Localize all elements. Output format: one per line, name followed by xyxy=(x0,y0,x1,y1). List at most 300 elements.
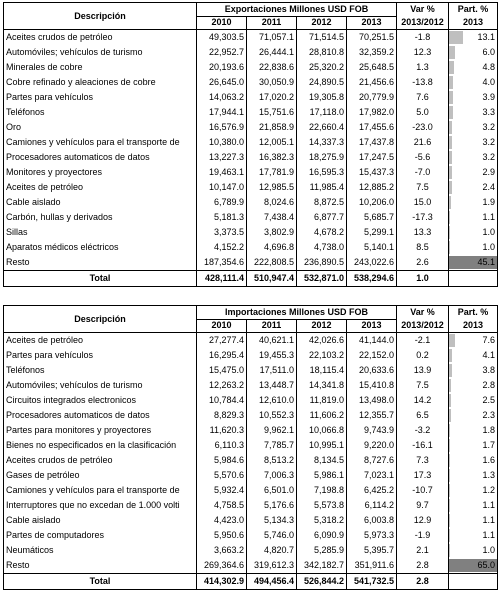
imports-desc-header: Descripción xyxy=(4,306,197,333)
table-row xyxy=(4,498,498,513)
value-2013: 41,144.0 xyxy=(347,333,397,349)
row-share-pct: 45.1 xyxy=(477,257,496,267)
value-2011: 8,024.6 xyxy=(247,195,297,210)
share-bar xyxy=(449,484,450,497)
value-2013: 351,911.6 xyxy=(347,558,397,574)
value-2013: 20,633.6 xyxy=(347,363,397,378)
value-2012: 11,606.2 xyxy=(297,408,347,423)
share-bar xyxy=(449,499,450,512)
value-2010: 10,784.4 xyxy=(197,393,247,408)
row-var-pct: -7.0 xyxy=(397,165,449,180)
row-share-pct: 6.0 xyxy=(482,47,496,57)
row-share-cell xyxy=(449,195,498,210)
row-var-pct: 9.7 xyxy=(397,498,449,513)
table-row xyxy=(4,333,498,349)
value-2011: 494,456.4 xyxy=(247,574,297,590)
row-var-pct: 2.1 xyxy=(397,543,449,558)
value-2013: 15,437.3 xyxy=(347,165,397,180)
value-2012: 28,810.8 xyxy=(297,45,347,60)
value-2011: 13,448.7 xyxy=(247,378,297,393)
value-2012: 18,275.9 xyxy=(297,150,347,165)
row-share-cell xyxy=(449,423,498,438)
table-row xyxy=(4,483,498,498)
value-2013: 8,727.6 xyxy=(347,453,397,468)
row-share-pct: 1.1 xyxy=(482,515,496,525)
row-share-cell xyxy=(449,165,498,180)
row-share-pct: 2.9 xyxy=(482,167,496,177)
value-2010: 5,570.6 xyxy=(197,468,247,483)
value-2010: 14,063.2 xyxy=(197,90,247,105)
imports-table xyxy=(3,305,498,590)
value-2011: 7,438.4 xyxy=(247,210,297,225)
row-share-pct: 4.8 xyxy=(482,62,496,72)
table-row xyxy=(4,513,498,528)
row-share-cell xyxy=(449,120,498,135)
value-2012: 5,986.1 xyxy=(297,468,347,483)
row-share-pct: 1.9 xyxy=(482,197,496,207)
exports-year-2011: 2011 xyxy=(247,16,297,30)
value-2010: 26,645.0 xyxy=(197,75,247,90)
row-share-pct: 4.0 xyxy=(482,77,496,87)
row-share-pct: 1.1 xyxy=(482,530,496,540)
share-bar xyxy=(449,529,450,542)
row-description: Interruptores que no excedan de 1.000 volti xyxy=(4,498,197,513)
row-share-pct: 1.6 xyxy=(482,455,496,465)
row-share-pct: 1.0 xyxy=(482,545,496,555)
value-2011: 10,552.3 xyxy=(247,408,297,423)
imports-group-header: Importaciones Millones USD FOB xyxy=(197,306,397,320)
value-2010: 5,950.6 xyxy=(197,528,247,543)
row-share-pct: 1.1 xyxy=(482,500,496,510)
value-2012: 342,182.7 xyxy=(297,558,347,574)
imports-part-header: Part. % xyxy=(449,306,498,320)
value-2010: 16,295.4 xyxy=(197,348,247,363)
row-var-pct: 8.5 xyxy=(397,240,449,255)
value-2013: 9,220.0 xyxy=(347,438,397,453)
value-2011: 40,621.1 xyxy=(247,333,297,349)
row-share-cell xyxy=(449,60,498,75)
value-2013: 13,498.0 xyxy=(347,393,397,408)
row-description: Aceites de petróleo xyxy=(4,180,197,195)
value-2013: 243,022.6 xyxy=(347,255,397,271)
value-2010: 8,829.3 xyxy=(197,408,247,423)
table-row xyxy=(4,75,498,90)
table-row xyxy=(4,255,498,271)
value-2012: 6,877.7 xyxy=(297,210,347,225)
value-2012: 16,595.3 xyxy=(297,165,347,180)
row-var-pct: 2.8 xyxy=(397,574,449,590)
row-share-pct: 1.2 xyxy=(482,485,496,495)
value-2013: 32,359.2 xyxy=(347,45,397,60)
row-share-cell xyxy=(449,30,498,46)
row-share-cell xyxy=(449,393,498,408)
value-2013: 12,355.7 xyxy=(347,408,397,423)
value-2013: 15,410.8 xyxy=(347,378,397,393)
value-2013: 5,299.1 xyxy=(347,225,397,240)
row-description: Aceites crudos de petróleo xyxy=(4,30,197,46)
row-var-pct: 1.3 xyxy=(397,60,449,75)
value-2013: 70,251.5 xyxy=(347,30,397,46)
row-description: Monitores y proyectores xyxy=(4,165,197,180)
value-2013: 21,456.6 xyxy=(347,75,397,90)
value-2013: 6,003.8 xyxy=(347,513,397,528)
row-description: Carbón, hullas y derivados xyxy=(4,210,197,225)
row-description: Procesadores automaticos de datos xyxy=(4,150,197,165)
exports-year-2010: 2010 xyxy=(197,16,247,30)
value-2010: 187,354.6 xyxy=(197,255,247,271)
value-2011: 8,513.2 xyxy=(247,453,297,468)
value-2012: 17,118.0 xyxy=(297,105,347,120)
value-2012: 5,573.8 xyxy=(297,498,347,513)
value-2011: 7,006.3 xyxy=(247,468,297,483)
table-row xyxy=(4,408,498,423)
table-row xyxy=(4,165,498,180)
table-row xyxy=(4,528,498,543)
exports-part-header: Part. % xyxy=(449,3,498,17)
row-share-cell xyxy=(449,348,498,363)
row-share-pct: 3.2 xyxy=(482,122,496,132)
value-2010: 6,110.3 xyxy=(197,438,247,453)
value-2010: 16,576.9 xyxy=(197,120,247,135)
row-var-pct: -2.1 xyxy=(397,333,449,349)
row-share-cell xyxy=(449,150,498,165)
value-2011: 19,455.3 xyxy=(247,348,297,363)
value-2012: 8,872.5 xyxy=(297,195,347,210)
row-description: Aceites crudos de petróleo xyxy=(4,453,197,468)
value-2012: 532,871.0 xyxy=(297,271,347,287)
value-2011: 4,820.7 xyxy=(247,543,297,558)
value-2012: 10,995.1 xyxy=(297,438,347,453)
row-description: Partes para vehículos xyxy=(4,348,197,363)
value-2011: 9,962.1 xyxy=(247,423,297,438)
value-2013: 9,743.9 xyxy=(347,423,397,438)
share-bar xyxy=(449,241,450,254)
row-share-cell xyxy=(449,528,498,543)
total-row xyxy=(4,574,498,590)
value-2010: 11,620.3 xyxy=(197,423,247,438)
value-2010: 4,152.2 xyxy=(197,240,247,255)
row-share-pct: 13.1 xyxy=(477,32,496,42)
value-2013: 538,294.6 xyxy=(347,271,397,287)
value-2012: 22,660.4 xyxy=(297,120,347,135)
row-var-pct: 14.2 xyxy=(397,393,449,408)
value-2011: 12,005.1 xyxy=(247,135,297,150)
row-description: Sillas xyxy=(4,225,197,240)
imports-header-row-top xyxy=(4,306,498,320)
imports-var-subheader: 2013/2012 xyxy=(397,319,449,333)
row-var-pct: -1.9 xyxy=(397,528,449,543)
row-description: Minerales de cobre xyxy=(4,60,197,75)
row-var-pct: -17.3 xyxy=(397,210,449,225)
value-2012: 25,320.2 xyxy=(297,60,347,75)
row-share-cell xyxy=(449,574,498,590)
exports-table xyxy=(3,2,498,287)
value-2012: 236,890.5 xyxy=(297,255,347,271)
table-row xyxy=(4,135,498,150)
value-2010: 13,227.3 xyxy=(197,150,247,165)
imports-year-2010: 2010 xyxy=(197,319,247,333)
value-2013: 10,206.0 xyxy=(347,195,397,210)
row-description: Resto xyxy=(4,558,197,574)
exports-part-subheader: 2013 xyxy=(449,16,498,30)
table-row xyxy=(4,30,498,46)
value-2013: 25,648.5 xyxy=(347,60,397,75)
value-2012: 71,514.5 xyxy=(297,30,347,46)
imports-var-header: Var % xyxy=(397,306,449,320)
row-var-pct: 12.3 xyxy=(397,45,449,60)
value-2011: 5,746.0 xyxy=(247,528,297,543)
value-2012: 4,678.2 xyxy=(297,225,347,240)
value-2013: 12,885.2 xyxy=(347,180,397,195)
row-var-pct: -13.8 xyxy=(397,75,449,90)
table-row xyxy=(4,378,498,393)
value-2010: 27,277.4 xyxy=(197,333,247,349)
value-2010: 3,663.2 xyxy=(197,543,247,558)
table-row xyxy=(4,438,498,453)
row-var-pct: 7.6 xyxy=(397,90,449,105)
row-share-pct: 2.4 xyxy=(482,182,496,192)
value-2010: 15,475.0 xyxy=(197,363,247,378)
row-var-pct: 5.0 xyxy=(397,105,449,120)
row-description: Resto xyxy=(4,255,197,271)
row-share-cell xyxy=(449,543,498,558)
row-share-pct: 65.0 xyxy=(477,560,496,570)
value-2011: 222,808.5 xyxy=(247,255,297,271)
value-2011: 7,785.7 xyxy=(247,438,297,453)
value-2011: 17,020.2 xyxy=(247,90,297,105)
row-var-pct: -10.7 xyxy=(397,483,449,498)
row-share-cell xyxy=(449,105,498,120)
exports-group-header: Exportaciones Millones USD FOB xyxy=(197,3,397,17)
table-row xyxy=(4,240,498,255)
row-share-pct: 1.7 xyxy=(482,440,496,450)
table-row xyxy=(4,195,498,210)
share-bar xyxy=(449,211,450,224)
row-description: Neumáticos xyxy=(4,543,197,558)
value-2012: 8,134.5 xyxy=(297,453,347,468)
imports-year-2011: 2011 xyxy=(247,319,297,333)
value-2012: 19,305.8 xyxy=(297,90,347,105)
value-2012: 42,026.6 xyxy=(297,333,347,349)
row-var-pct: 7.5 xyxy=(397,180,449,195)
row-description: Gases de petróleo xyxy=(4,468,197,483)
value-2011: 30,050.9 xyxy=(247,75,297,90)
value-2012: 4,738.0 xyxy=(297,240,347,255)
table-row xyxy=(4,180,498,195)
value-2013: 17,455.6 xyxy=(347,120,397,135)
table-row xyxy=(4,105,498,120)
row-description: Cable aislado xyxy=(4,195,197,210)
row-description: Procesadores automaticos de datos xyxy=(4,408,197,423)
row-share-cell xyxy=(449,75,498,90)
value-2011: 16,382.3 xyxy=(247,150,297,165)
value-2010: 5,181.3 xyxy=(197,210,247,225)
value-2010: 22,952.7 xyxy=(197,45,247,60)
value-2012: 14,341.8 xyxy=(297,378,347,393)
value-2012: 5,318.2 xyxy=(297,513,347,528)
row-var-pct: -23.0 xyxy=(397,120,449,135)
share-bar xyxy=(449,514,450,527)
value-2012: 526,844.2 xyxy=(297,574,347,590)
value-2011: 6,501.0 xyxy=(247,483,297,498)
table-row xyxy=(4,393,498,408)
share-bar xyxy=(449,469,450,482)
value-2011: 17,781.9 xyxy=(247,165,297,180)
row-share-pct: 1.0 xyxy=(482,242,496,252)
row-share-pct: 1.3 xyxy=(482,470,496,480)
value-2013: 5,685.7 xyxy=(347,210,397,225)
value-2013: 6,425.2 xyxy=(347,483,397,498)
value-2011: 4,696.8 xyxy=(247,240,297,255)
table-row xyxy=(4,558,498,574)
value-2010: 20,193.6 xyxy=(197,60,247,75)
share-bar xyxy=(449,544,450,557)
row-var-pct: 2.8 xyxy=(397,558,449,574)
value-2010: 6,789.9 xyxy=(197,195,247,210)
value-2012: 11,985.4 xyxy=(297,180,347,195)
value-2012: 5,285.9 xyxy=(297,543,347,558)
table-row xyxy=(4,453,498,468)
value-2013: 5,140.1 xyxy=(347,240,397,255)
value-2010: 414,302.9 xyxy=(197,574,247,590)
row-share-cell xyxy=(449,363,498,378)
row-var-pct: -16.1 xyxy=(397,438,449,453)
value-2013: 20,779.9 xyxy=(347,90,397,105)
row-share-pct: 4.1 xyxy=(482,350,496,360)
row-share-cell xyxy=(449,498,498,513)
row-share-pct: 2.8 xyxy=(482,380,496,390)
value-2013: 17,982.0 xyxy=(347,105,397,120)
value-2010: 19,463.1 xyxy=(197,165,247,180)
value-2011: 5,176.6 xyxy=(247,498,297,513)
row-share-pct: 1.0 xyxy=(482,227,496,237)
value-2010: 17,944.1 xyxy=(197,105,247,120)
row-var-pct: 12.9 xyxy=(397,513,449,528)
value-2011: 3,802.9 xyxy=(247,225,297,240)
row-description: Oro xyxy=(4,120,197,135)
table-row xyxy=(4,60,498,75)
exports-desc-header: Descripción xyxy=(4,3,197,30)
row-description: Cable aislado xyxy=(4,513,197,528)
row-var-pct: 7.3 xyxy=(397,453,449,468)
row-share-pct: 3.2 xyxy=(482,137,496,147)
value-2013: 22,152.0 xyxy=(347,348,397,363)
value-2010: 3,373.5 xyxy=(197,225,247,240)
row-share-pct: 1.1 xyxy=(482,212,496,222)
row-share-pct: 3.2 xyxy=(482,152,496,162)
table-row xyxy=(4,363,498,378)
value-2012: 10,066.8 xyxy=(297,423,347,438)
value-2011: 71,057.1 xyxy=(247,30,297,46)
row-share-pct: 3.8 xyxy=(482,365,496,375)
value-2010: 428,111.4 xyxy=(197,271,247,287)
value-2012: 14,337.3 xyxy=(297,135,347,150)
table-row xyxy=(4,45,498,60)
row-var-pct: 13.9 xyxy=(397,363,449,378)
value-2011: 5,134.3 xyxy=(247,513,297,528)
row-var-pct: 0.2 xyxy=(397,348,449,363)
table-row xyxy=(4,90,498,105)
row-description: Automóviles; vehículos de turismo xyxy=(4,45,197,60)
row-var-pct: 15.0 xyxy=(397,195,449,210)
row-description: Aceites de petróleo xyxy=(4,333,197,349)
value-2011: 21,858.9 xyxy=(247,120,297,135)
table-row xyxy=(4,468,498,483)
row-share-cell xyxy=(449,210,498,225)
value-2013: 17,247.5 xyxy=(347,150,397,165)
imports-year-2012: 2012 xyxy=(297,319,347,333)
exports-header-row-top xyxy=(4,3,498,17)
value-2012: 24,890.5 xyxy=(297,75,347,90)
row-var-pct: 6.5 xyxy=(397,408,449,423)
row-description: Bienes no especificados en la clasificación xyxy=(4,438,197,453)
value-2013: 7,023.1 xyxy=(347,468,397,483)
row-var-pct: 13.3 xyxy=(397,225,449,240)
row-share-cell xyxy=(449,135,498,150)
row-var-pct: -3.2 xyxy=(397,423,449,438)
row-var-pct: 2.6 xyxy=(397,255,449,271)
value-2011: 17,511.0 xyxy=(247,363,297,378)
row-description: Automóviles; vehículos de turismo xyxy=(4,378,197,393)
value-2010: 269,364.6 xyxy=(197,558,247,574)
row-share-cell xyxy=(449,45,498,60)
value-2012: 18,115.4 xyxy=(297,363,347,378)
value-2010: 10,147.0 xyxy=(197,180,247,195)
exports-table-body xyxy=(4,30,498,287)
row-share-pct: 3.9 xyxy=(482,92,496,102)
value-2011: 22,838.6 xyxy=(247,60,297,75)
row-description: Partes para monitores y proyectores xyxy=(4,423,197,438)
row-share-cell xyxy=(449,453,498,468)
row-description: Partes para vehículos xyxy=(4,90,197,105)
row-share-cell xyxy=(449,333,498,349)
row-var-pct: 21.6 xyxy=(397,135,449,150)
table-row xyxy=(4,150,498,165)
row-share-pct: 2.5 xyxy=(482,395,496,405)
row-description: Circuitos integrados electronicos xyxy=(4,393,197,408)
value-2012: 6,090.9 xyxy=(297,528,347,543)
row-share-cell xyxy=(449,240,498,255)
value-2013: 5,973.3 xyxy=(347,528,397,543)
row-share-cell xyxy=(449,180,498,195)
row-description: Teléfonos xyxy=(4,105,197,120)
row-share-cell xyxy=(449,558,498,574)
row-description: Total xyxy=(4,271,197,287)
value-2010: 4,423.0 xyxy=(197,513,247,528)
row-var-pct: -5.6 xyxy=(397,150,449,165)
row-var-pct: 17.3 xyxy=(397,468,449,483)
value-2010: 12,263.2 xyxy=(197,378,247,393)
table-row xyxy=(4,210,498,225)
row-description: Total xyxy=(4,574,197,590)
value-2010: 49,303.5 xyxy=(197,30,247,46)
value-2013: 5,395.7 xyxy=(347,543,397,558)
exports-var-header: Var % xyxy=(397,3,449,17)
value-2013: 6,114.2 xyxy=(347,498,397,513)
value-2010: 10,380.0 xyxy=(197,135,247,150)
value-2011: 510,947.4 xyxy=(247,271,297,287)
table-row xyxy=(4,348,498,363)
imports-table-body xyxy=(4,333,498,590)
share-bar xyxy=(449,226,450,239)
value-2012: 11,819.0 xyxy=(297,393,347,408)
row-share-cell xyxy=(449,513,498,528)
value-2012: 7,198.8 xyxy=(297,483,347,498)
row-var-pct: 7.5 xyxy=(397,378,449,393)
row-share-cell xyxy=(449,408,498,423)
row-share-pct: 7.6 xyxy=(482,335,496,345)
row-description: Aparatos médicos eléctricos xyxy=(4,240,197,255)
